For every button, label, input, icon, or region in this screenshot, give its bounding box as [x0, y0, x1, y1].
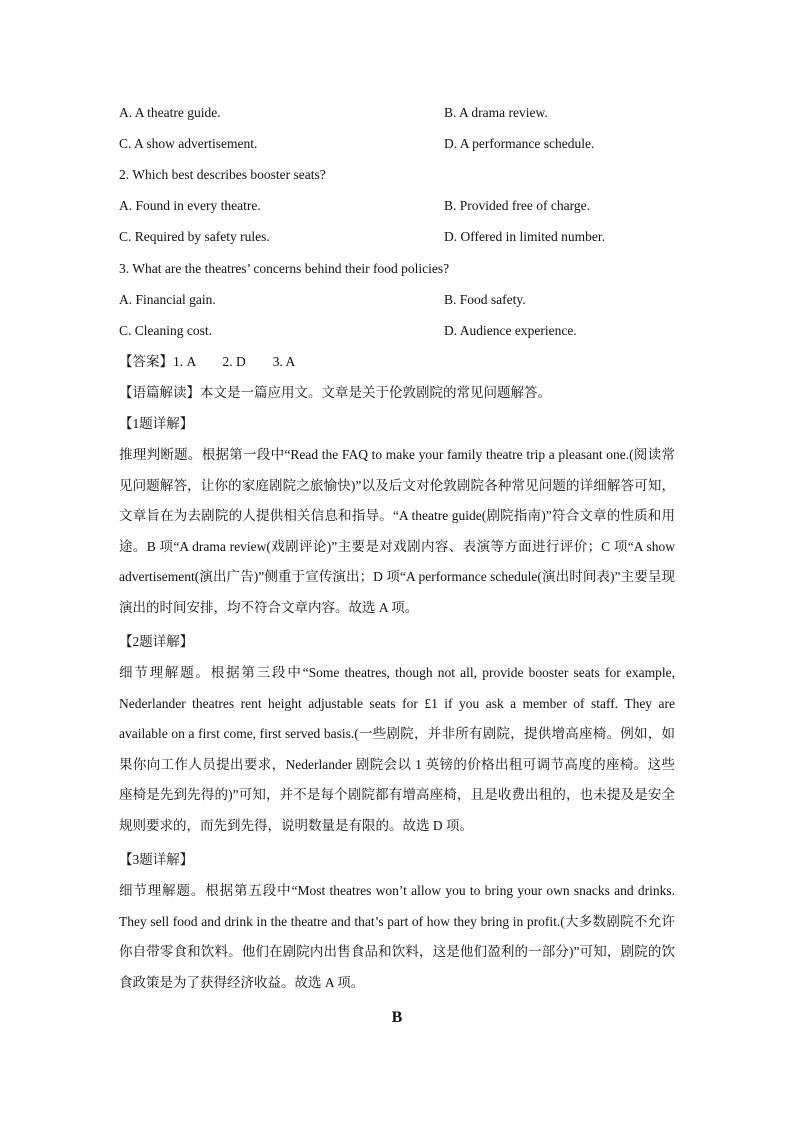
- detail-1-heading: 【1题详解】: [119, 416, 194, 431]
- detail-2-body: 细节理解题。根据第三段中“Some theatres, though not all, provide booster seats for example, Nederlander theatres rent height adjustable seats for £1 if you ask a member of staff. They are available on a first come, first served basis.(一些剧院，并非所有剧院，提供增高座椅。例如，如果你向工作人员提出要求，Nederlander 剧院会以 1 英镑的价格出租可调节高度的座椅。这些座椅是先到先得的)”可知，并不是每个剧院都有增高座椅，且是收费出租的，也未提及是安全规则要求的，而先到先得，说明数量是有限的。故选 D 项。: [119, 665, 675, 833]
- detail-3-body: 细节理解题。根据第五段中“Most theatres won’t allow you to bring your own snacks and drinks. They sell food and drink in the theatre and that’s part of how they bring in profit.(大多数剧院不允许你自带零食和饮料。他们在剧院内出售食品和饮料，这是他们盈利的一部分)”可知，剧院的饮食政策是为了获得经济收益。故选 A 项。: [119, 883, 675, 990]
- detail-2-heading: 【2题详解】: [119, 634, 194, 649]
- q3-stem: 3. What are the theatres’ concerns behind their food policies?: [119, 261, 450, 276]
- q1-option-c: C. A show advertisement.: [119, 136, 258, 151]
- detail-3-heading: 【3题详解】: [119, 852, 194, 867]
- q2-option-a: A. Found in every theatre.: [119, 198, 261, 213]
- q1-option-d: D. A performance schedule.: [444, 136, 595, 151]
- q3-option-d: D. Audience experience.: [444, 323, 577, 338]
- q3-option-c: C. Cleaning cost.: [119, 323, 212, 338]
- q1-option-a: A. A theatre guide.: [119, 105, 221, 120]
- q2-option-b: B. Provided free of charge.: [444, 198, 590, 213]
- summary-line: 【语篇解读】本文是一篇应用文。文章是关于伦敦剧院的常见问题解答。: [119, 385, 551, 400]
- answer-line: 【答案】1. A 2. D 3. A: [119, 354, 296, 369]
- q2-option-d: D. Offered in limited number.: [444, 229, 605, 244]
- detail-1-body: 推理判断题。根据第一段中“Read the FAQ to make your family theatre trip a pleasant one.(阅读常见问题解答，让你的家庭剧院之旅愉快)”以及后文对伦敦剧院各种常见问题的详细解答可知，文章旨在为去剧院的人提供相关信息和指导。“A theatre guide(剧院指南)”符合文章的性质和用途。B 项“A drama review(戏剧评论)”主要是对戏剧内容、表演等方面进行评价；C 项“A show advertisement(演出广告)”侧重于宣传演出；D 项“A performance schedule(演出时间表)”主要呈现演出的时间安排，均不符合文章内容。故选 A 项。: [119, 447, 675, 615]
- q3-option-a: A. Financial gain.: [119, 292, 216, 307]
- q3-option-b: B. Food safety.: [444, 292, 526, 307]
- q2-stem: 2. Which best describes booster seats?: [119, 167, 326, 182]
- q2-option-c: C. Required by safety rules.: [119, 229, 270, 244]
- q1-option-b: B. A drama review.: [444, 105, 548, 120]
- section-b-label: B: [391, 1009, 403, 1026]
